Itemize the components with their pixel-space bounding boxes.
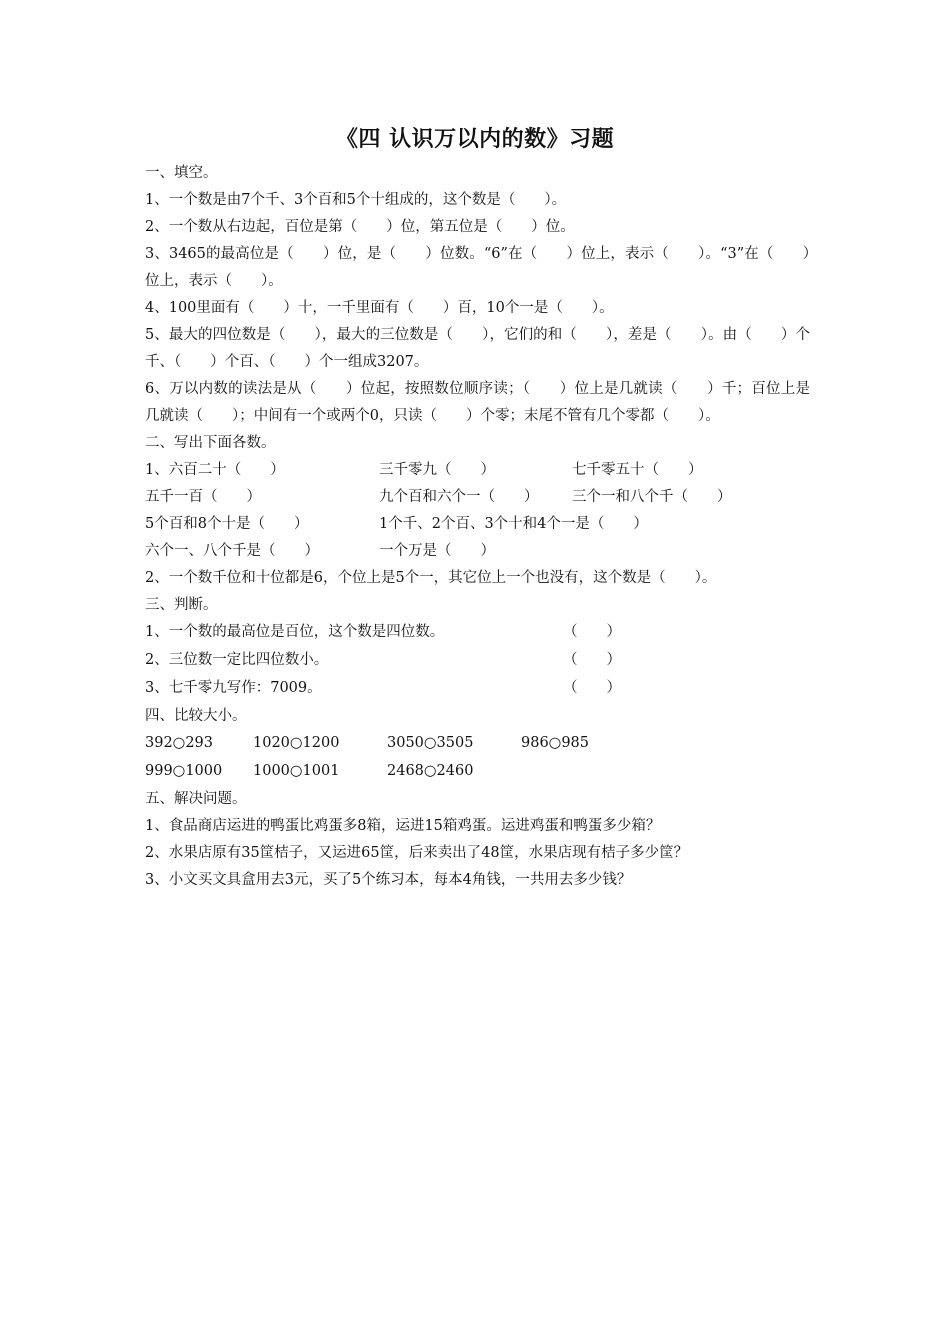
page-title: 《四 认识万以内的数》习题 [335,126,615,152]
write-row [145,484,810,511]
compare-cell: 3050○3505 [387,735,474,751]
fill-item-1: 1、一个数是由7个千、3个百和5个十组成的，这个数是（ ）。 [145,192,567,208]
fill-item-5: 5、最大的四位数是（ ），最大的三位数是（ ），它们的和（ ），差是（ ）。由（ ）个千、（ ）个百、（ ）个一组成3207。 [145,327,810,370]
write-cell: 三千零九（ ） [379,462,495,478]
compare-cell: 999○1000 [145,763,223,779]
section-heading-solve: 五、解决问题。 [145,791,247,807]
judge-item [145,647,810,675]
judge-item [145,675,810,703]
solve-item-2: 2、水果店原有35筐桔子，又运进65筐，后来卖出了48筐，水果店现有桔子多少筐？ [145,845,689,861]
compare-cell: 986○985 [521,735,590,751]
compare-cell: 392○293 [145,735,214,751]
judge-answer-paren: （ ） [563,624,621,640]
write-cell: 一个万是（ ） [379,543,495,559]
solve-item-3: 3、小文买文具盒用去3元，买了5个练习本，每本4角钱，一共用去多少钱？ [145,872,632,888]
write-cell: 1、六百二十（ ） [145,462,285,478]
write-cell: 5个百和8个十是（ ） [145,516,309,532]
judge-answer-paren: （ ） [563,680,621,696]
write-cell: 七千零五十（ ） [572,462,703,478]
solve-item-1: 1、食品商店运进的鸭蛋比鸡蛋多8箱，运进15箱鸡蛋。运进鸡蛋和鸭蛋多少箱？ [145,818,661,834]
judge-text: 3、七千零九写作：7009。 [145,680,322,696]
section-heading-compare: 四、比较大小。 [145,708,247,724]
judge-text: 1、一个数的最高位是百位，这个数是四位数。 [145,624,445,640]
write-cell: 五千一百（ ） [145,489,261,505]
section-heading-fill: 一、填空。 [145,165,218,181]
fill-item-3: 3、3465的最高位是（ ）位，是（ ）位数。“6”在（ ）位上，表示（ ）。“3”在（ ）位上，表示（ ）。 [145,246,810,289]
judge-answer-paren: （ ） [563,652,621,668]
compare-cell: 1000○1001 [253,763,340,779]
write-cell: 六个一、八个千是（ ） [145,543,319,559]
write-cell: 三个一和八个千（ ） [572,489,732,505]
section-heading-judge: 三、判断。 [145,597,218,613]
write-row [145,538,810,565]
judge-item [145,619,810,647]
compare-cell: 1020○1200 [253,735,340,751]
write-cell: 九个百和六个一（ ） [379,489,539,505]
fill-item-4: 4、100里面有（ ）十，一千里面有（ ）百，10个一是（ ）。 [145,300,614,316]
write-item-2: 2、一个数千位和十位都是6，个位上是5个一，其它位上一个也没有，这个数是（ ）。 [145,570,717,586]
compare-row [145,758,810,786]
write-row [145,457,810,484]
compare-cell: 2468○2460 [387,763,474,779]
judge-text: 2、三位数一定比四位数小。 [145,652,329,668]
fill-item-6: 6、万以内数的读法是从（ ）位起，按照数位顺序读；（ ）位上是几就读（ ）千；百位上是几就读（ ）；中间有一个或两个0，只读（ ）个零；末尾不管有几个零都（ ）。 [145,381,810,424]
worksheet-body [145,160,810,894]
compare-row [145,730,810,758]
section-heading-write: 二、写出下面各数。 [145,435,276,451]
fill-item-2: 2、一个数从右边起，百位是第（ ）位，第五位是（ ）位。 [145,219,575,235]
write-row [145,511,810,538]
write-cell: 1个千、2个百、3个十和4个一是（ ） [379,516,648,532]
